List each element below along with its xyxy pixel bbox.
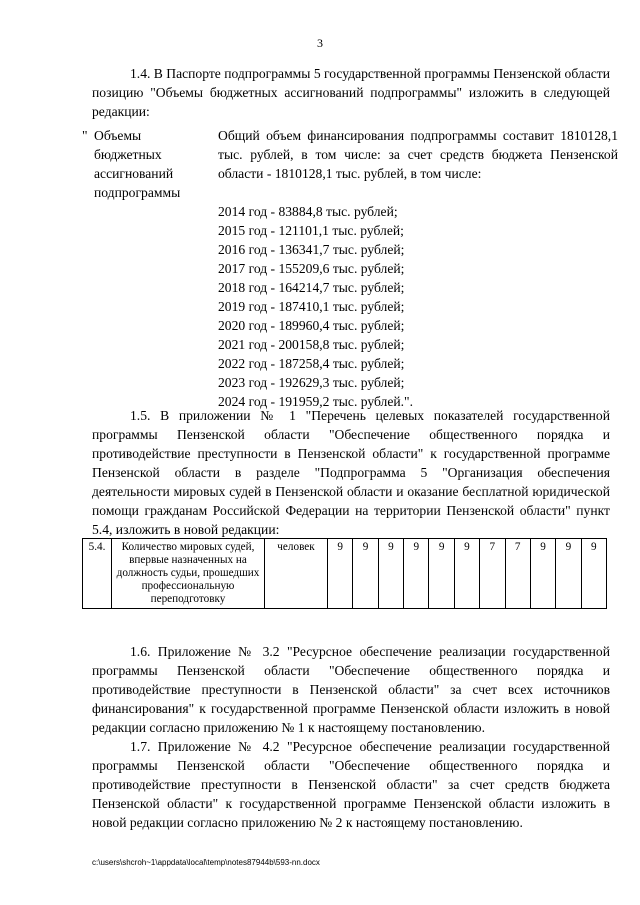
indicator-value: 9	[530, 539, 555, 609]
indicator-value: 9	[556, 539, 581, 609]
funding-year-item: 2023 год - 192629,3 тыс. рублей;	[218, 375, 405, 390]
funding-year-list	[218, 202, 618, 411]
passport-intro: Общий объем финансирования подпрограммы составит 1810128,1 тыс. рублей, в том числе: за счет средств бюджета Пензенской области - 1810128,1 тыс. рублей, в том числе:	[218, 128, 618, 181]
funding-year-item: 2017 год - 155209,6 тыс. рублей;	[218, 261, 405, 276]
indicator-number: 5.4.	[83, 539, 112, 609]
indicator-value: 9	[404, 539, 429, 609]
paragraph-1-5	[92, 406, 610, 539]
indicator-value: 9	[378, 539, 403, 609]
funding-year-item: 2016 год - 136341,7 тыс. рублей;	[218, 242, 405, 257]
indicator-value: 9	[353, 539, 378, 609]
footer-file-path: c:\users\shcroh~1\appdata\local\temp\notes87944b\593-nn.docx	[92, 858, 320, 867]
indicator-table	[82, 538, 607, 609]
funding-year-item: 2020 год - 189960,4 тыс. рублей;	[218, 318, 405, 333]
funding-year-item: 2018 год - 164214,7 тыс. рублей;	[218, 280, 405, 295]
funding-year-item: 2019 год - 187410,1 тыс. рублей;	[218, 299, 405, 314]
paragraph-1-4-text: 1.4. В Паспорте подпрограммы 5 государственной программы Пензенской области позицию "Объемы бюджетных ассигнований подпрограммы" изложить в следующей редакции:	[92, 66, 610, 119]
table-row	[83, 539, 607, 609]
indicator-value: 7	[505, 539, 530, 609]
funding-year-item: 2014 год - 83884,8 тыс. рублей;	[218, 204, 398, 219]
paragraph-1-7-text: 1.7. Приложение № 4.2 "Ресурсное обеспечение реализации государственной программы Пензенской области "Обеспечение общественного порядка и противодействие преступности в Пензенской области" за счет средств бюджета Пензенской области" к государственной программе Пензенской области изложить в новой редакции согласно приложению № 2 к настоящему постановлению.	[92, 739, 610, 830]
paragraph-1-6-text: 1.6. Приложение № 3.2 "Ресурсное обеспечение реализации государственной программы Пензенской области "Обеспечение общественного порядка и противодействие преступности в Пензенской области" за счет всех источников финансирования" к государственной программе Пензенской области изложить в новой редакции согласно приложению № 1 к настоящему постановлению.	[92, 644, 610, 735]
paragraph-1-6	[92, 642, 610, 737]
passport-label: Объемы бюджетных ассигнований подпрограммы	[94, 128, 181, 200]
page-number: 3	[317, 36, 323, 50]
paragraph-1-5-text: 1.5. В приложении № 1 "Перечень целевых показателей государственной программы Пензенской области "Обеспечение общественного порядка и противодействие преступности в Пензенской области" к государственной программе Пензенской области в разделе "Подпрограмма 5 "Организация обеспечения деятельности мировых судей в Пензенской области и оказание бесплатной юридической помощи гражданам Российской Федерации на территории Пензенской области" пункт 5.4, изложить в новой редакции:	[92, 408, 610, 537]
open-quote: "	[82, 128, 88, 143]
funding-year-item: 2024 год - 191959,2 тыс. рублей.".	[218, 394, 413, 409]
funding-year-item: 2015 год - 121101,1 тыс. рублей;	[218, 223, 404, 238]
paragraph-1-7	[92, 737, 610, 832]
indicator-value: 9	[581, 539, 606, 609]
indicator-unit: человек	[265, 539, 328, 609]
indicator-value: 9	[454, 539, 479, 609]
paragraph-1-4	[92, 64, 610, 121]
indicator-value: 7	[480, 539, 505, 609]
indicator-value: 9	[429, 539, 454, 609]
indicator-name: Количество мировых судей, впервые назначенных на должность судьи, прошедших профессиональную переподготовку	[112, 539, 265, 609]
indicator-value: 9	[328, 539, 353, 609]
funding-year-item: 2021 год - 200158,8 тыс. рублей;	[218, 337, 405, 352]
funding-year-item: 2022 год - 187258,4 тыс. рублей;	[218, 356, 405, 371]
